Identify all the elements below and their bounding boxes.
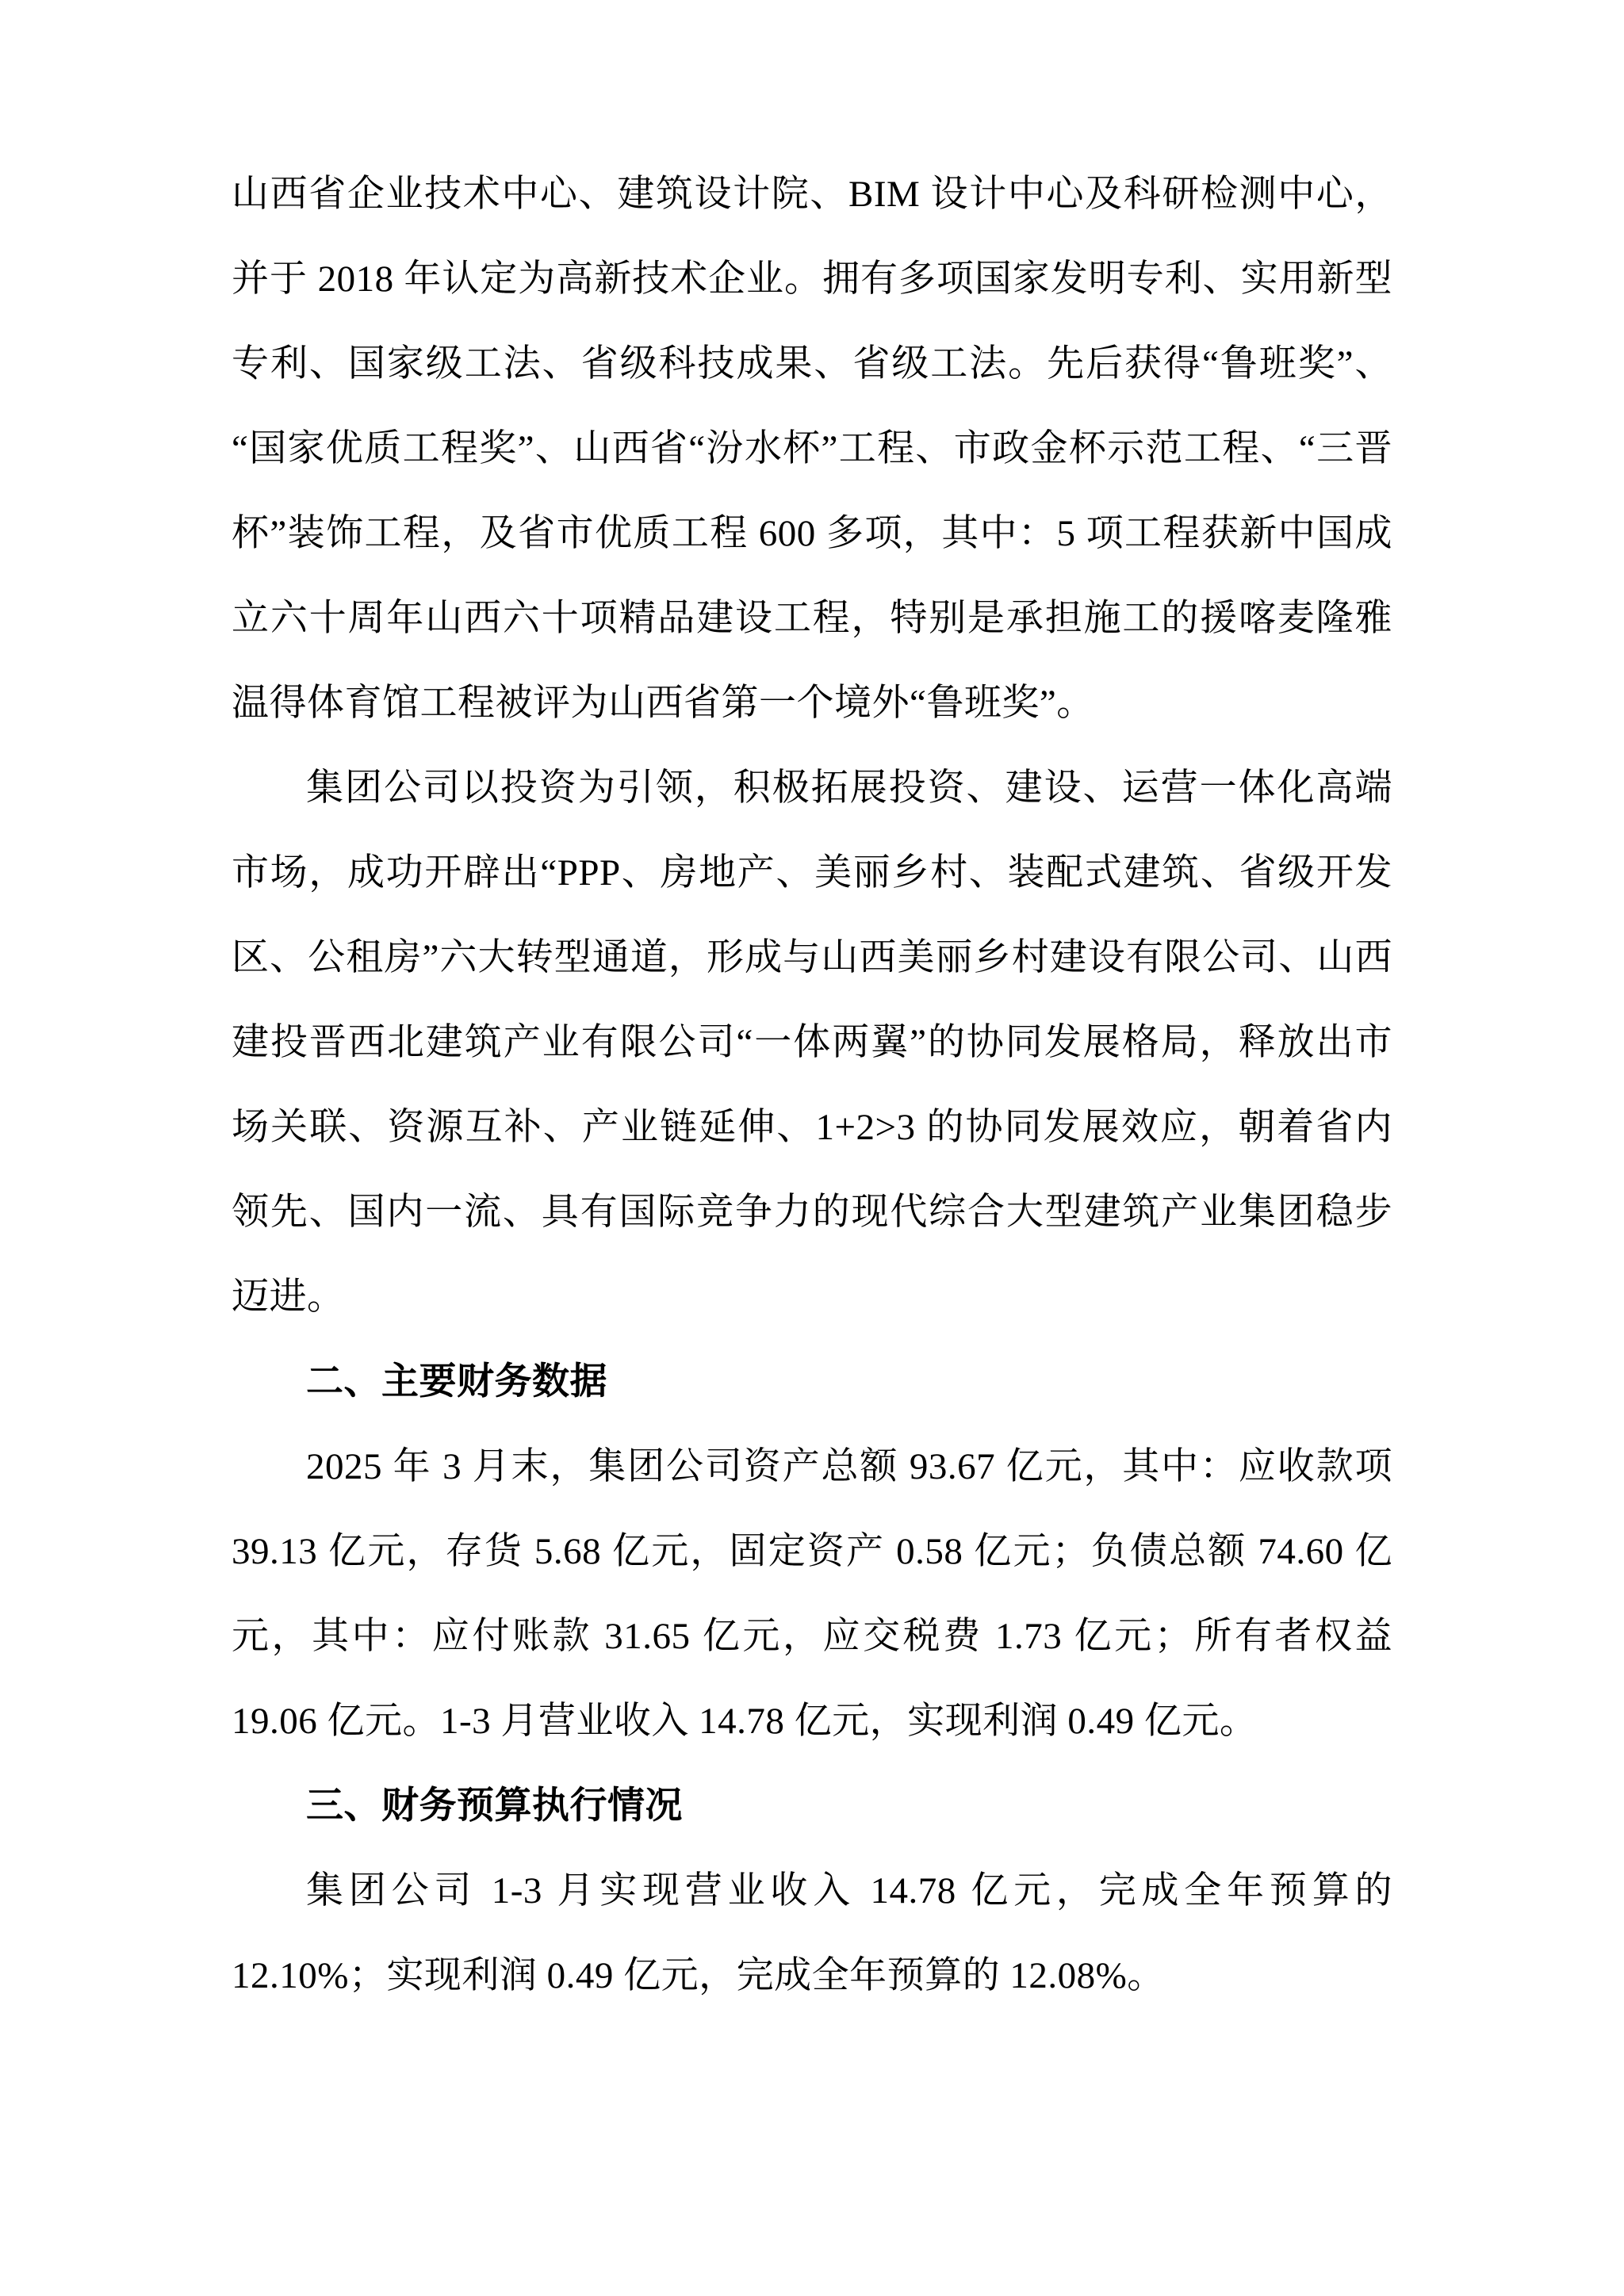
paragraph-company-honors: 山西省企业技术中心、建筑设计院、BIM 设计中心及科研检测中心，并于 2018 年认定为高新技术企业。拥有多项国家发明专利、实用新型专利、国家级工法、省级科技成果、省级工法。先后获得“鲁班奖”、“国家优质工程奖”、山西省“汾水杯”工程、市政金杯示范工程、“三晋杯”装饰工程，及省市优质工程 600 多项，其中：5 项工程获新中国成立六十周年山西六十项精品建设工程，特别是承担施工的援喀麦隆雅温得体育馆工程被评为山西省第一个境外“鲁班奖”。 [232,174,1392,724]
heading-main-financial-data: 二、主要财务数据 [306,1361,607,1402]
paragraph-financial-data: 2025 年 3 月末，集团公司资产总额 93.67 亿元，其中：应收款项 39.13 亿元，存货 5.68 亿元，固定资产 0.58 亿元；负债总额 74.60 亿元，其中：应付账款 31.65 亿元，应交税费 1.73 亿元；所有者权益 19.06 亿元。1-3 月营业收入 14.78 亿元，实现利润 0.49 亿元。 [232,1446,1392,1742]
document-content [232,152,1392,2019]
heading-budget-execution: 三、财务预算执行情况 [306,1785,683,1827]
paragraph-investment-strategy: 集团公司以投资为引领，积极拓展投资、建设、运营一体化高端市场，成功开辟出“PPP、房地产、美丽乡村、装配式建筑、省级开发区、公租房”六大转型通道，形成与山西美丽乡村建设有限公司、山西建投晋西北建筑产业有限公司“一体两翼”的协同发展格局，释放出市场关联、资源互补、产业链延伸、1+2>3 的协同发展效应，朝着省内领先、国内一流、具有国际竞争力的现代综合大型建筑产业集团稳步迈进。 [232,767,1392,1318]
paragraph-budget-execution: 集团公司 1-3 月实现营业收入 14.78 亿元，完成全年预算的 12.10%；实现利润 0.49 亿元，完成全年预算的 12.08%。 [232,1870,1392,1996]
